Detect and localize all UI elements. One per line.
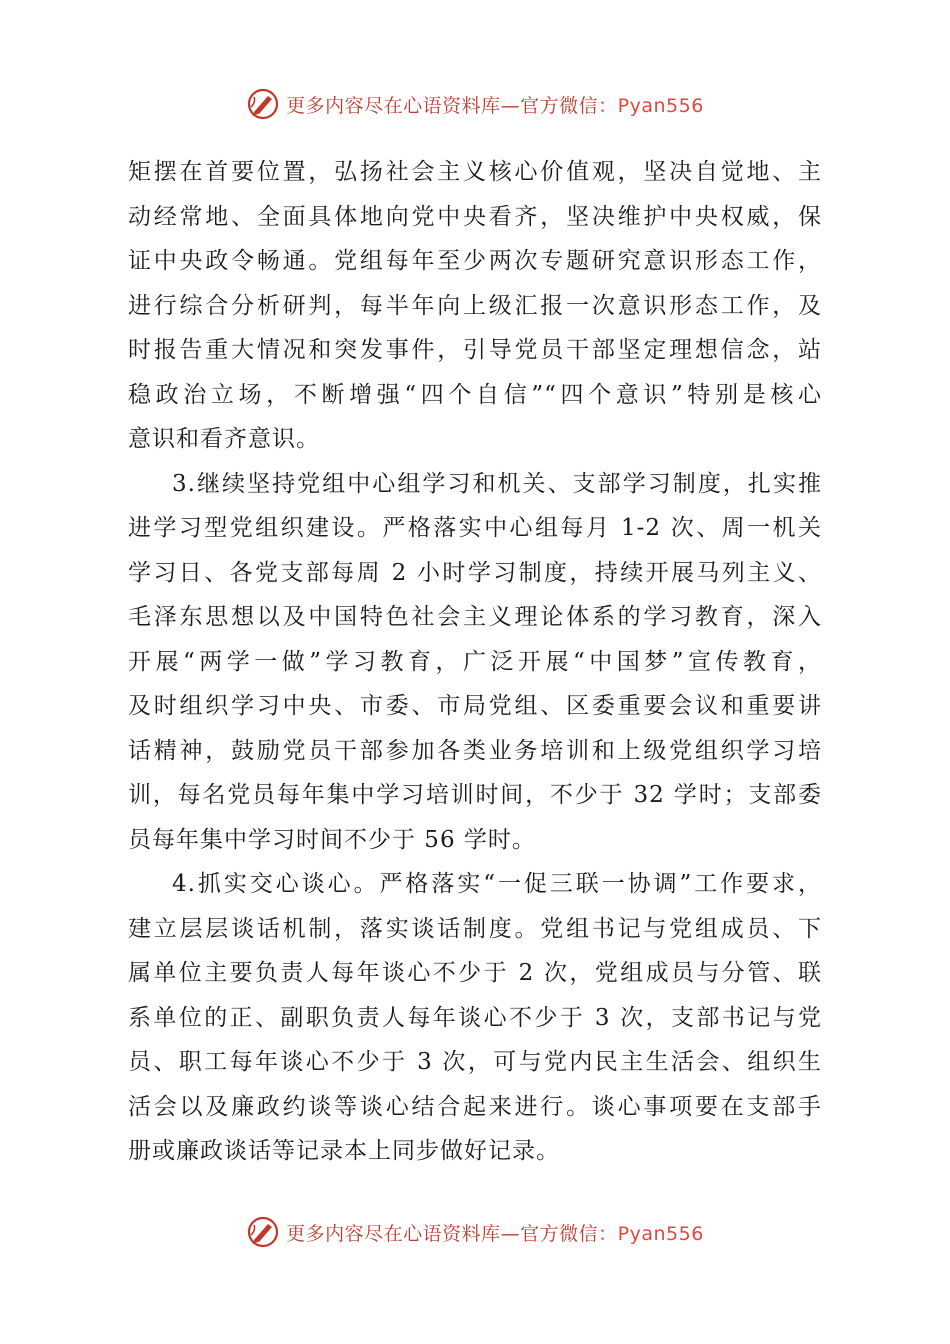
text-line: 册或廉政谈话等记录本上同步做好记录。 [128, 1138, 560, 1164]
pen-logo-icon [246, 1215, 280, 1249]
text-line: 证中央政令畅通。党组每年至少两次专题研究意识形态工作， [128, 248, 822, 274]
text-line: 进学习型党组织建设。严格落实中心组每月 1-2 次、周一机关 [128, 515, 822, 541]
text-line: 属单位主要负责人每年谈心不少于 2 次，党组成员与分管、联 [128, 960, 822, 986]
text-line: 系单位的正、副职负责人每年谈心不少于 3 次，支部书记与党 [128, 1004, 822, 1031]
text-line: 员、职工每年谈心不少于 3 次，可与党内民主生活会、组织生 [128, 1049, 822, 1075]
text-line: 时报告重大情况和突发事件，引导党员干部坚定理想信念，站 [128, 337, 822, 363]
text-line: 训，每名党员每年集中学习培训时间，不少于 32 学时；支部委 [128, 782, 822, 808]
text-line: 学习日、各党支部每周 2 小时学习制度，持续开展马列主义、 [128, 559, 822, 586]
text-line: 开展“两学一做”学习教育，广泛开展“中国梦”宣传教育， [128, 648, 822, 675]
text-line: 建立层层谈话机制，落实谈话制度。党组书记与党组成员、下 [128, 915, 822, 942]
text-line: 稳政治立场，不断增强“四个自信”“四个意识”特别是核心 [128, 381, 822, 408]
text-line: 进行综合分析研判，每半年向上级汇报一次意识形态工作，及 [128, 292, 822, 319]
text-line: 毛泽东思想以及中国特色社会主义理论体系的学习教育，深入 [128, 604, 822, 630]
paragraph [128, 462, 822, 863]
text-line: 及时组织学习中央、市委、市局党组、区委重要会议和重要讲 [128, 693, 822, 719]
document-body [128, 150, 822, 1174]
banner-text: 更多内容尽在心语资料库—官方微信：Pyan556 [286, 1222, 704, 1245]
paragraph [128, 150, 822, 462]
paragraph [128, 862, 822, 1174]
banner-text: 更多内容尽在心语资料库—官方微信：Pyan556 [286, 94, 704, 117]
text-line: 员每年集中学习时间不少于 56 学时。 [128, 826, 536, 853]
text-line: 话精神，鼓励党员干部参加各类业务培训和上级党组织学习培 [128, 737, 822, 764]
text-line: 活会以及廉政约谈等谈心结合起来进行。谈心事项要在支部手 [128, 1093, 822, 1120]
wechat-id: Pyan556 [617, 94, 704, 117]
text-line: 4.抓实交心谈心。严格落实“一促三联一协调”工作要求， [172, 871, 822, 897]
text-line: 3.继续坚持党组中心组学习和机关、支部学习制度，扎实推 [172, 470, 822, 497]
text-line: 动经常地、全面具体地向党中央看齐，坚决维护中央权威，保 [128, 203, 822, 230]
pen-logo-icon [246, 87, 280, 121]
header-banner [0, 84, 950, 124]
wechat-id: Pyan556 [617, 1222, 704, 1245]
text-line: 意识和看齐意识。 [128, 426, 320, 452]
footer-banner [0, 1212, 950, 1252]
text-line: 矩摆在首要位置，弘扬社会主义核心价值观，坚决自觉地、主 [128, 159, 822, 185]
